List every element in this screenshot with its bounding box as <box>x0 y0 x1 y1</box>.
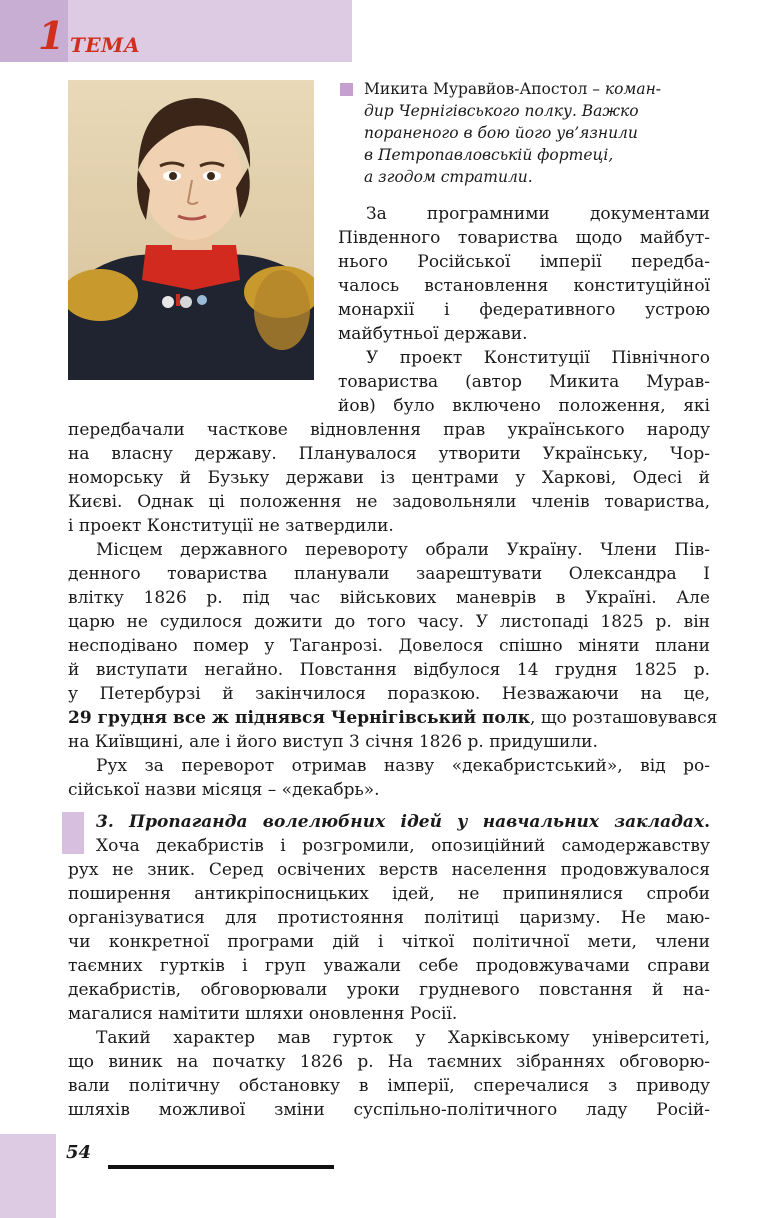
body-text-line: передбачали часткове відновлення прав українського народу <box>68 420 710 440</box>
body-text-line: Такий характер мав гурток у Харківському університеті, <box>96 1028 710 1048</box>
body-text-line: Хоча декабристів і розгромили, опозиційний самодержавству <box>96 836 710 856</box>
body-text-line: організуватися для протистояння політиці царизму. Не маю- <box>68 908 710 928</box>
body-text-line: царю не судилося дожити до того часу. У листопаді 1825 р. він <box>68 612 710 632</box>
body-text-line: монархії і федеративного устрою <box>338 300 710 320</box>
body-text-line: й виступати негайно. Повстання відбулося 14 грудня 1825 р. <box>68 660 710 680</box>
body-text-line: декабристів, обговорювали уроки грудневого повстання й на- <box>68 980 710 1000</box>
body-text-line: За програмними документами <box>366 204 710 224</box>
caption-line: пораненого в бою його ув’язнили <box>364 124 638 142</box>
body-text-line: влітку 1826 р. під час військових маневрів в Україні. Але <box>68 588 710 608</box>
body-text-line: у Петербурзі й закінчилося поразкою. Незважаючи на це, <box>68 684 710 704</box>
caption-line: а згодом стратили. <box>364 168 533 186</box>
body-text-line: Києві. Однак ці положення не задовольняли членів товариства, <box>68 492 710 512</box>
body-text-line: і проект Конституції не затвердили. <box>68 516 394 536</box>
topic-label: ТЕМА <box>70 33 141 57</box>
portrait-image <box>68 80 314 380</box>
body-text-line: Південного товариства щодо майбут- <box>338 228 710 248</box>
body-text-line: денного товариства планували заарештувати Олександра I <box>68 564 710 584</box>
highlighted-fact: 29 грудня все ж піднявся Чернігівський полк <box>68 708 531 728</box>
body-text-line: йов) було включено положення, які <box>338 396 710 416</box>
body-text-line: рух не зник. Серед освічених верств населення продовжувалося <box>68 860 710 880</box>
section-heading: 3. Пропаганда волелюбних ідей у навчальних закладах. <box>96 812 710 832</box>
body-text-line: чи конкретної програми дій і чіткої політичної мети, члени <box>68 932 710 952</box>
body-text-line: шляхів можливої зміни суспільно-політичного ладу Росій- <box>68 1100 710 1120</box>
body-text-line: на Київщині, але і його виступ 3 січня 1826 р. придушили. <box>68 732 598 752</box>
body-text-line: несподівано помер у Таганрозі. Довелося спішно міняти плани <box>68 636 710 656</box>
body-text-line: товариства (автор Микита Мурав- <box>338 372 710 392</box>
page-number: 54 <box>66 1142 92 1163</box>
caption-marker <box>340 83 353 96</box>
body-text-line: вали політичну обстановку в імперії, сперечалися з приводу <box>68 1076 710 1096</box>
body-text-line: чалось встановлення конституційної <box>338 276 710 296</box>
footer-band <box>0 1134 56 1218</box>
body-text-line: нього Російської імперії передба- <box>338 252 710 272</box>
caption-line: Микита Муравйов-Апостол – коман- <box>364 80 662 98</box>
body-text-line: майбутньої держави. <box>338 324 528 344</box>
body-text-line: У проект Конституції Північного <box>366 348 710 368</box>
body-text-line: 29 грудня все ж піднявся Чернігівський полк, що розташовувався <box>68 708 718 728</box>
body-text-line: на власну державу. Планувалося утворити Українську, Чор- <box>68 444 710 464</box>
body-text-line: сійської назви місяця – «декабрь». <box>68 780 380 800</box>
body-text-line: що виник на початку 1826 р. На таємних зібраннях обговорю- <box>68 1052 710 1072</box>
body-text-line: номорську й Бузьку держави із центрами у Харкові, Одесі й <box>68 468 710 488</box>
body-text-line: магалися намітити шляхи оновлення Росії. <box>68 1004 458 1024</box>
footer-rule <box>108 1165 334 1169</box>
caption-line: в Петропавловській фортеці, <box>364 146 614 164</box>
caption-line: дир Чернігівського полку. Важко <box>364 102 639 120</box>
section-marker <box>62 812 84 854</box>
body-text-line: таємних гуртків і груп уважали себе продовжувачами справи <box>68 956 710 976</box>
body-text-line: поширення антикріпосницьких ідей, не припинялися спроби <box>68 884 710 904</box>
body-text-line: Місцем державного перевороту обрали Україну. Члени Пів- <box>96 540 710 560</box>
topic-number: 1 <box>38 13 65 58</box>
body-text-line: Рух за переворот отримав назву «декабристський», від ро- <box>96 756 710 776</box>
